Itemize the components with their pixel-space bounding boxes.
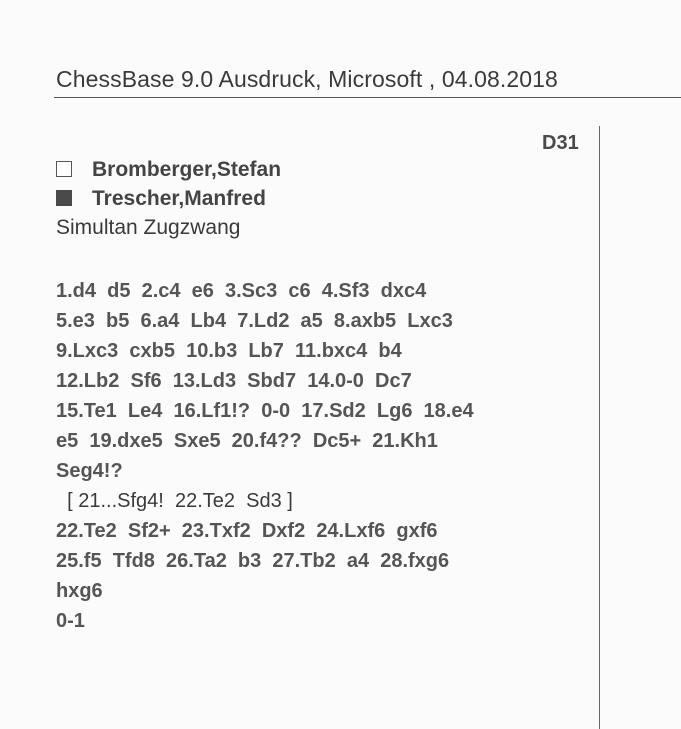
white-player: [56, 158, 281, 182]
white-player-name: Bromberger,Stefan: [92, 158, 282, 181]
move-line: 9.Lxc3 cxb5 10.b3 Lb7 11.bxc4 b4: [56, 340, 402, 362]
move-line: 15.Te1 Le4 16.Lf1!? 0-0 17.Sd2 Lg6 18.e4: [56, 400, 474, 422]
margin-divider: [599, 126, 600, 729]
move-line: Seg4!?: [56, 460, 123, 482]
move-line: 25.f5 Tfd8 26.Ta2 b3 27.Tb2 a4 28.fxg6: [56, 550, 450, 572]
black-square-icon: [56, 190, 72, 206]
variation-line: [ 21...Sfg4! 22.Te2 Sd3 ]: [56, 490, 293, 512]
move-line: 1.d4 d5 2.c4 e6 3.Sc3 c6 4.Sf3 dxc4: [56, 280, 427, 302]
event-name: Simultan Zugzwang: [56, 216, 241, 239]
move-line: 12.Lb2 Sf6 13.Ld3 Sbd7 14.0-0 Dc7: [56, 370, 412, 392]
header-divider: [54, 97, 681, 98]
move-line: e5 19.dxe5 Sxe5 20.f4?? Dc5+ 21.Kh1: [56, 430, 438, 452]
game-result: 0-1: [56, 610, 85, 632]
black-player: [56, 187, 266, 211]
eco-code: D31: [542, 132, 579, 154]
black-player-name: Trescher,Manfred: [92, 187, 266, 210]
move-line: 5.e3 b5 6.a4 Lb4 7.Ld2 a5 8.axb5 Lxc3: [56, 310, 453, 332]
move-line: 22.Te2 Sf2+ 23.Txf2 Dxf2 24.Lxf6 gxf6: [56, 520, 438, 542]
move-notation: [56, 276, 474, 636]
move-line: hxg6: [56, 580, 103, 602]
printout-header: ChessBase 9.0 Ausdruck, Microsoft , 04.08.2018: [56, 66, 558, 92]
white-square-icon: [56, 161, 72, 177]
